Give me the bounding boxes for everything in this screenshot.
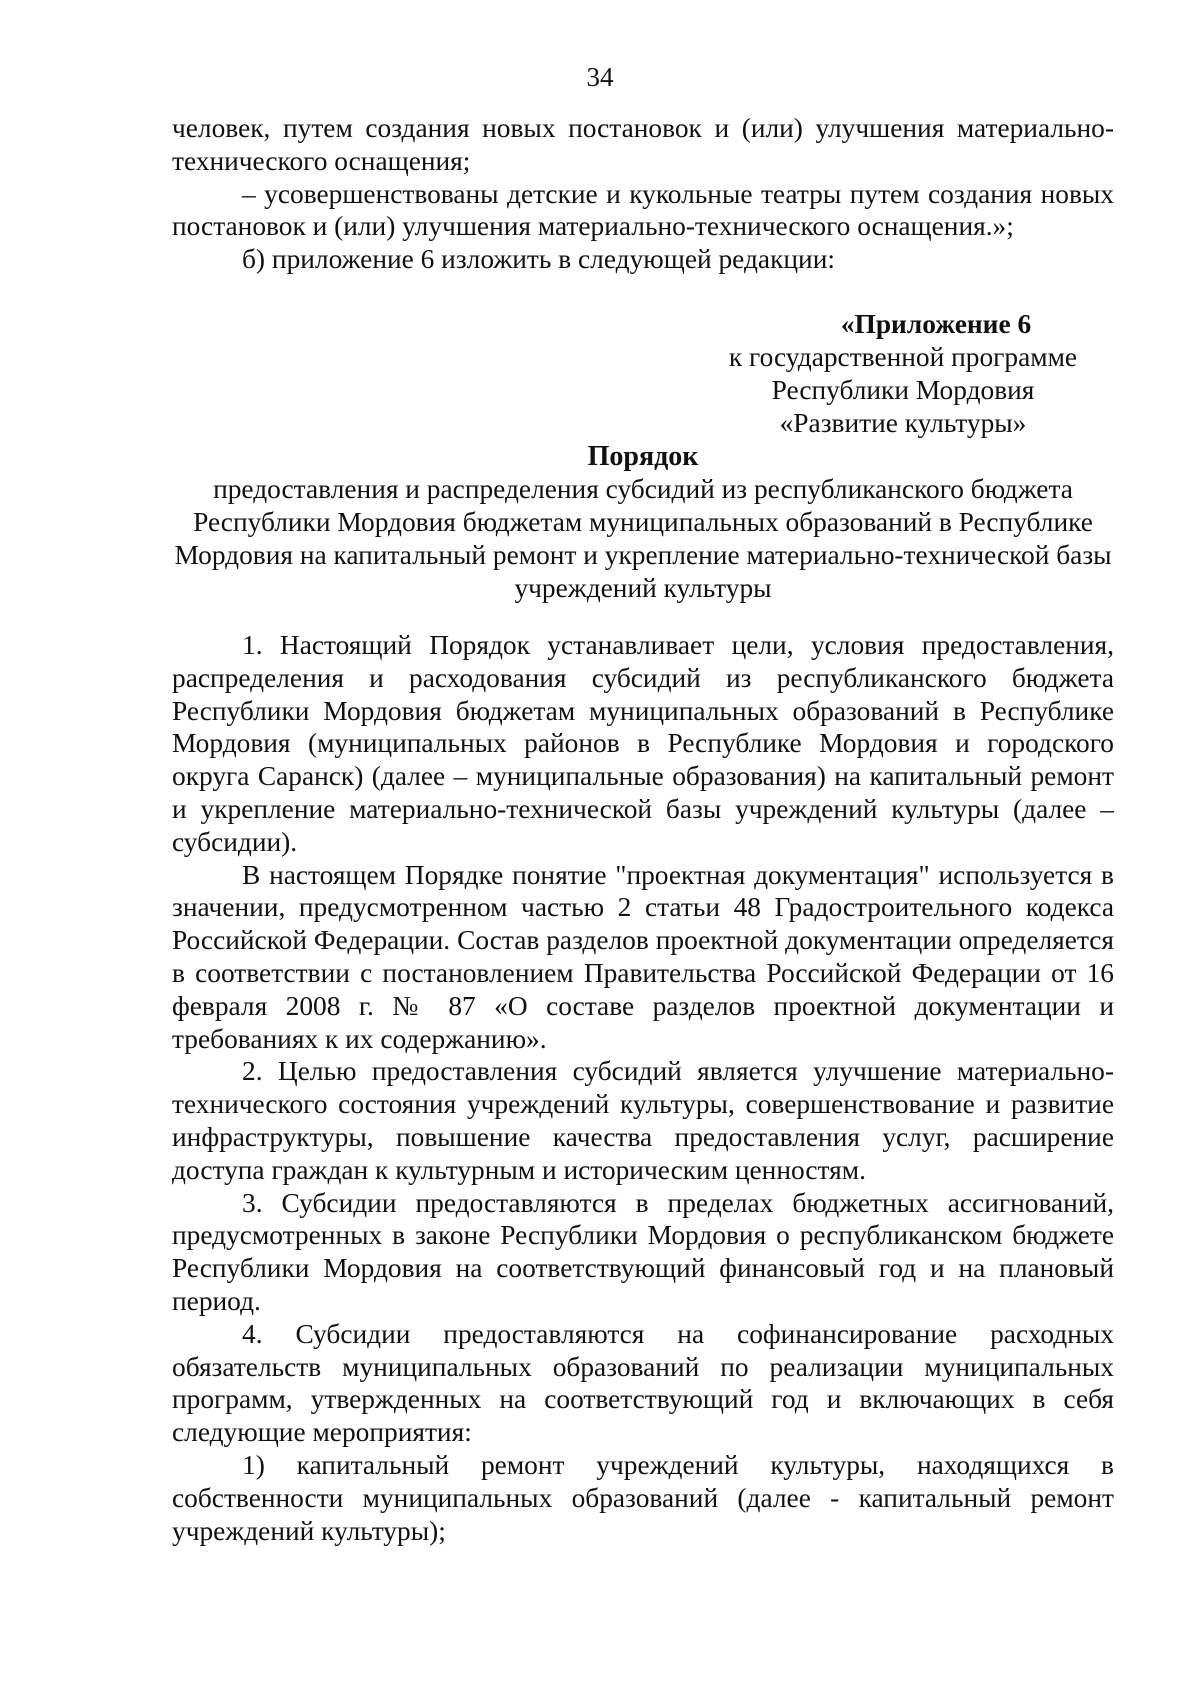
- paragraph-2: 2. Целью предоставления субсидий является улучшение материально-технического состояния учреждений культуры, совершенствование и развитие инфраструктуры, повышение качества предоставления услуг, расширение доступа граждан к культурным и историческим ценностям.: [172, 1056, 1114, 1185]
- paragraph-1: 1. Настоящий Порядок устанавливает цели, условия предоставления, распределения и расходования субсидий из республиканского бюджета Республики Мордовия бюджетам муниципальных образований в Республике Мордовия (муниципальных районов в Республике Мордовия и городского округа Саранск) (далее – муниципальные образования) на капитальный ремонт и укрепление материально-технической базы учреждений культуры (далее – субсидии).: [172, 629, 1114, 857]
- heading-subtitle: предоставления и распределения субсидий из республиканского бюджета Республики Мордовия бюджетам муниципальных образований в Республике Мордовия на капитальный ремонт и укрепление материально-технической базы учреждений культуры: [174, 473, 1112, 603]
- paragraph-4-item-1: 1) капитальный ремонт учреждений культуры, находящихся в собственности муниципальных образований (далее - капитальный ремонт учреждений культуры);: [172, 1449, 1114, 1546]
- appendix-line-2: Республики Мордовия: [771, 374, 1035, 405]
- paragraph-3: 3. Субсидии предоставляются в пределах бюджетных ассигнований, предусмотренных в законе Республики Мордовия о республиканском бюджете Республики Мордовия на соответствующий финансовый год и на плановый период.: [172, 1187, 1114, 1316]
- appendix-line-3: «Развитие культуры»: [779, 407, 1027, 438]
- document-heading: [172, 440, 1114, 605]
- paragraph-definition: В настоящем Порядке понятие "проектная документация" используется в значении, предусмотренном частью 2 статьи 48 Градостроительного кодекса Российской Федерации. Состав разделов проектной документации определяется в соответствии с постановлением Правительства Российской Федерации от 16 февраля 2008 г. № 87 «О составе разделов проектной документации и требованиях к их содержанию».: [172, 859, 1114, 1054]
- intro-paragraph-continuation: человек, путем создания новых постановок и (или) улучшения материально-технического оснащения;: [172, 113, 1114, 176]
- appendix-line-1: к государственной программе: [728, 341, 1078, 372]
- document-body: [172, 112, 1114, 1547]
- heading-title: Порядок: [587, 440, 699, 472]
- paragraph-4: 4. Субсидии предоставляются на софинансирование расходных обязательств муниципальных образований по реализации муниципальных программ, утвержденных на соответствующий год и включающих в себя следующие мероприятия:: [172, 1318, 1114, 1448]
- page-number: 34: [586, 62, 614, 92]
- intro-paragraph-amendment: б) приложение 6 изложить в следующей редакции:: [242, 244, 835, 275]
- appendix-header: [172, 308, 1114, 440]
- appendix-title: «Приложение 6: [840, 308, 1032, 339]
- intro-paragraph-theatres: – усовершенствованы детские и кукольные театры путем создания новых постановок и (или) улучшения материально-технического оснащения.»;: [172, 178, 1114, 242]
